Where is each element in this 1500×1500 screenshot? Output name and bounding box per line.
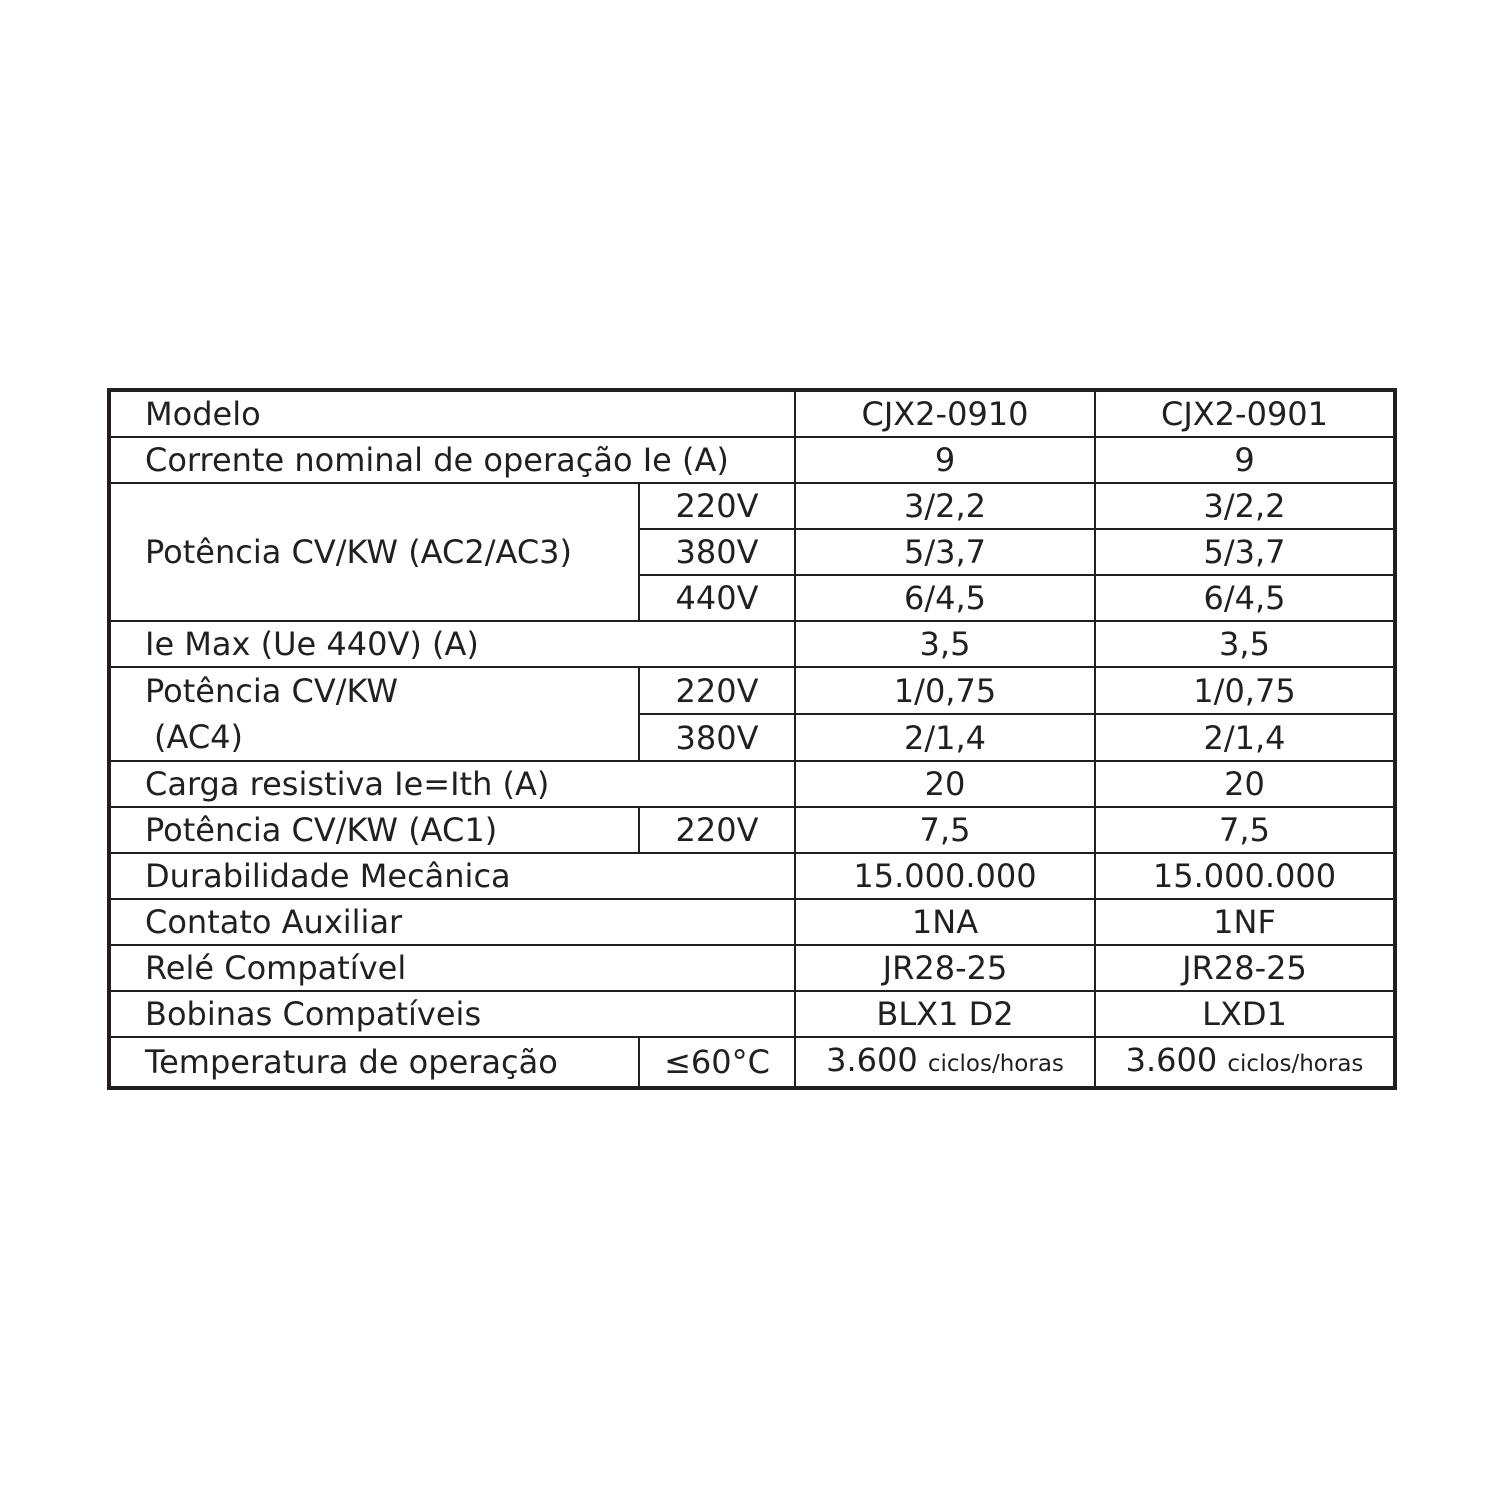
potencia-ac1-value-1: 7,5	[795, 807, 1095, 853]
potencia-ac4-label-line1: Potência CV/KW	[145, 672, 399, 710]
voltage-label: 440V	[639, 575, 795, 621]
temperatura-value-2	[1095, 1037, 1395, 1088]
bobinas-value-1: BLX1 D2	[795, 991, 1095, 1037]
potencia-ac4-label-line2: (AC4)	[154, 718, 243, 756]
potencia-ac2ac3-value: 3/2,2	[795, 483, 1095, 529]
contato-label: Contato Auxiliar	[109, 899, 795, 945]
rele-label: Relé Compatível	[109, 945, 795, 991]
durabilidade-value-1: 15.000.000	[795, 853, 1095, 899]
ie-max-value-2: 3,5	[1095, 621, 1395, 667]
row-modelo	[109, 390, 1395, 437]
row-temperatura	[109, 1037, 1395, 1088]
row-potencia-ac4-220	[109, 667, 1395, 714]
durabilidade-label: Durabilidade Mecânica	[109, 853, 795, 899]
cycles-number: 3.600	[1125, 1041, 1218, 1079]
rele-value-1: JR28-25	[795, 945, 1095, 991]
row-bobinas	[109, 991, 1395, 1037]
potencia-ac1-label: Potência CV/KW (AC1)	[109, 807, 639, 853]
cycles-unit: ciclos/horas	[927, 1051, 1064, 1077]
potencia-ac4-value: 1/0,75	[795, 667, 1095, 714]
potencia-ac2ac3-label: Potência CV/KW (AC2/AC3)	[109, 483, 639, 621]
rele-value-2: JR28-25	[1095, 945, 1395, 991]
durabilidade-value-2: 15.000.000	[1095, 853, 1395, 899]
row-ie-max	[109, 621, 1395, 667]
potencia-ac1-value-2: 7,5	[1095, 807, 1395, 853]
corrente-value-2: 9	[1095, 437, 1395, 483]
potencia-ac4-label	[109, 667, 639, 761]
temperatura-value-1	[795, 1037, 1095, 1088]
potencia-ac2ac3-value: 6/4,5	[795, 575, 1095, 621]
carga-resistiva-label: Carga resistiva Ie=Ith (A)	[109, 761, 795, 807]
voltage-label: 220V	[639, 483, 795, 529]
bobinas-label: Bobinas Compatíveis	[109, 991, 795, 1037]
potencia-ac4-value: 2/1,4	[795, 714, 1095, 761]
row-carga-resistiva	[109, 761, 1395, 807]
modelo-label: Modelo	[109, 390, 795, 437]
carga-resistiva-value-2: 20	[1095, 761, 1395, 807]
model-name-1: CJX2-0910	[795, 390, 1095, 437]
model-name-2: CJX2-0901	[1095, 390, 1395, 437]
potencia-ac2ac3-value: 5/3,7	[1095, 529, 1395, 575]
cycles-number: 3.600	[826, 1041, 918, 1079]
row-corrente	[109, 437, 1395, 483]
potencia-ac4-value: 1/0,75	[1095, 667, 1395, 714]
voltage-label: 380V	[639, 529, 795, 575]
row-potencia-ac1	[109, 807, 1395, 853]
voltage-label: 220V	[639, 667, 795, 714]
row-rele	[109, 945, 1395, 991]
contato-value-1: 1NA	[795, 899, 1095, 945]
voltage-label: 220V	[639, 807, 795, 853]
bobinas-value-2: LXD1	[1095, 991, 1395, 1037]
temperatura-condition: ≤60°C	[639, 1037, 795, 1088]
potencia-ac2ac3-value: 5/3,7	[795, 529, 1095, 575]
ie-max-label: Ie Max (Ue 440V) (A)	[109, 621, 795, 667]
contato-value-2: 1NF	[1095, 899, 1395, 945]
corrente-label: Corrente nominal de operação Ie (A)	[109, 437, 795, 483]
carga-resistiva-value-1: 20	[795, 761, 1095, 807]
row-potencia-ac2ac3-220	[109, 483, 1395, 529]
row-contato	[109, 899, 1395, 945]
ie-max-value-1: 3,5	[795, 621, 1095, 667]
voltage-label: 380V	[639, 714, 795, 761]
row-durabilidade	[109, 853, 1395, 899]
cycles-unit: ciclos/horas	[1227, 1051, 1364, 1077]
potencia-ac2ac3-value: 6/4,5	[1095, 575, 1395, 621]
corrente-value-1: 9	[795, 437, 1095, 483]
potencia-ac2ac3-value: 3/2,2	[1095, 483, 1395, 529]
spec-table	[107, 388, 1397, 1090]
temperatura-label: Temperatura de operação	[109, 1037, 639, 1088]
potencia-ac4-value: 2/1,4	[1095, 714, 1395, 761]
